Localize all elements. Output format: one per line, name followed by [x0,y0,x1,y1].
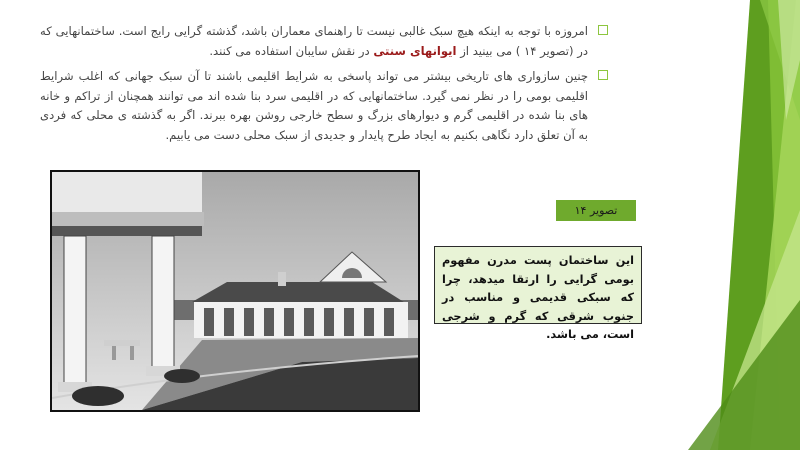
bullet-text-1-start: امروزه با توجه به اینکه هیچ سبک غالبی نیست تا راهنمای معماران باشد، گذشته گرایی رایج است. ساختمانهایی که در (تصویر ۱۴ ) می بینید از [40,24,588,58]
bullet-square-icon [598,25,608,35]
bullet-item-2 [40,67,608,145]
bullet-item-1 [40,22,608,61]
bullet-square-icon [598,70,608,80]
bullet-text-1 [40,22,588,61]
bullet-list [40,22,608,151]
bullet-text-1-end: در نقش سایبان استفاده می کنند. [209,43,374,58]
caption-box: این ساختمان پست مدرن مفهوم بومی گرایی را ارتقا میدهد، چرا که سبکی قدیمی و مناسب در جنوب شرقی که گرم و شرجی است، می باشد. [434,246,642,324]
bullet-text-2: چنین سازواری های تاریخی بیشتر می تواند پاسخی به شرایط اقلیمی باشند تا آن سبک جهانی که اغلب شرایط اقلیمی بومی را در نظر نمی گیرد. ساختمانهایی که در اقلیمی سرد بنا شده اند می توانند همچنان از تراکم و خانه های بنا شده در اقلیمی گرم و دیوارهای بزرگ و سطح خارجی روشن بهره ببرند. اگر به گذشته ی محلی که فردی به آن تعلق دارد نگاهی بکنیم به ایجاد طرح پایدار و جدیدی از سبک محلی دست می یابیم. [40,69,588,142]
figure-label: تصویر ۱۴ [556,200,636,221]
green-shards-decoration [600,0,800,450]
highlighted-term: ایوانهای سنتی [373,43,457,58]
building-photo [50,170,420,412]
